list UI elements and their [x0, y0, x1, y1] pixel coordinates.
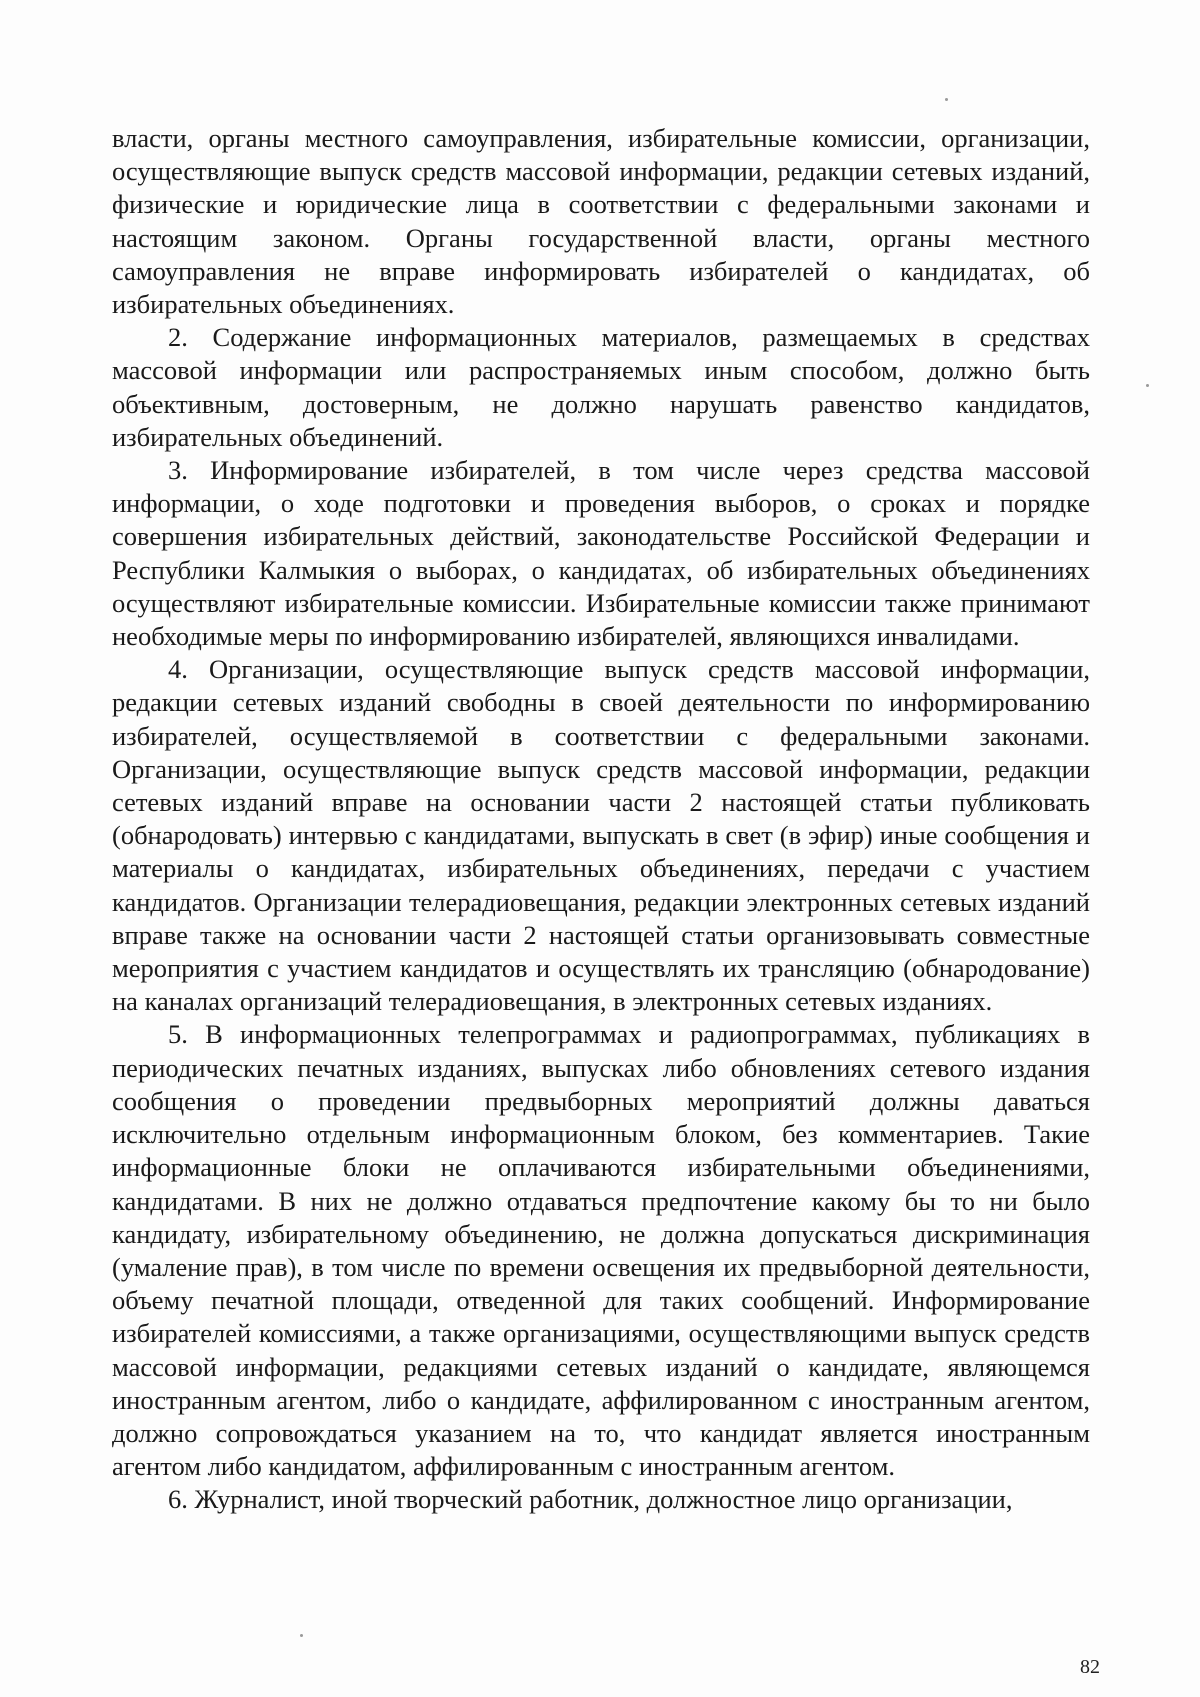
page-number: 82	[1080, 1656, 1100, 1678]
paragraph-5: 5. В информационных телепрограммах и радиопрограммах, публикациях в периодических печатных изданиях, выпусках либо обновлениях сетевого издания сообщения о проведении предвыборных мероприятий должны даваться исключительно отдельным информационным блоком, без комментариев. Такие информационные блоки не оплачиваются избирательными объединениями, кандидатами. В них не должно отдаваться предпочтение какому бы то ни было кандидату, избирательному объединению, не должна допускаться дискриминация (умаление прав), в том числе по времени освещения их предвыборной деятельности, объему печатной площади, отведенной для таких сообщений. Информирование избирателей комиссиями, а также организациями, осуществляющими выпуск средств массовой информации, редакциями сетевых изданий о кандидате, являющемся иностранным агентом, либо о кандидате, аффилированном с иностранным агентом, должно сопровождаться указанием на то, что кандидат является иностранным агентом либо кандидатом, аффилированным с иностранным агентом.	[112, 1019, 1090, 1482]
document-body	[112, 122, 1090, 1517]
paragraph-1-continuation: власти, органы местного самоуправления, избирательные комиссии, организации, осуществляющие выпуск средств массовой информации, редакции сетевых изданий, физические и юридические лица в соответствии с федеральными законами и настоящим законом. Органы государственной власти, органы местного самоуправления не вправе информировать избирателей о кандидатах, об избирательных объединениях.	[112, 123, 1090, 320]
paragraph-2: 2. Содержание информационных материалов, размещаемых в средствах массовой информации или распространяемых иным способом, должно быть объективным, достоверным, не должно нарушать равенство кандидатов, избирательных объединений.	[112, 322, 1090, 452]
paragraph-4: 4. Организации, осуществляющие выпуск средств массовой информации, редакции сетевых изданий свободны в своей деятельности по информированию избирателей, осуществляемой в соответствии с федеральными законами. Организации, осуществляющие выпуск средств массовой информации, редакции сетевых изданий вправе на основании части 2 настоящей статьи публиковать (обнародовать) интервью с кандидатами, выпускать в свет (в эфир) иные сообщения и материалы о кандидатах, избирательных объединениях, передачи с участием кандидатов. Организации телерадиовещания, редакции электронных сетевых изданий вправе также на основании части 2 настоящей статьи организовывать совместные мероприятия с участием кандидатов и осуществлять их трансляцию (обнародование) на каналах организаций телерадиовещания, в электронных сетевых изданиях.	[112, 654, 1090, 1017]
scan-speck	[945, 98, 948, 101]
scan-speck	[300, 1634, 303, 1637]
paragraph-6-start: 6. Журналист, иной творческий работник, должностное лицо организации,	[168, 1484, 1013, 1515]
paragraph-3: 3. Информирование избирателей, в том числе через средства массовой информации, о ходе подготовки и проведения выборов, о сроках и порядке совершения избирательных действий, законодательстве Российской Федерации и Республики Калмыкия о выборах, о кандидатах, об избирательных объединениях осуществляют избирательные комиссии. Избирательные комиссии также принимают необходимые меры по информированию избирателей, являющихся инвалидами.	[112, 455, 1090, 652]
scan-speck	[1146, 384, 1149, 387]
